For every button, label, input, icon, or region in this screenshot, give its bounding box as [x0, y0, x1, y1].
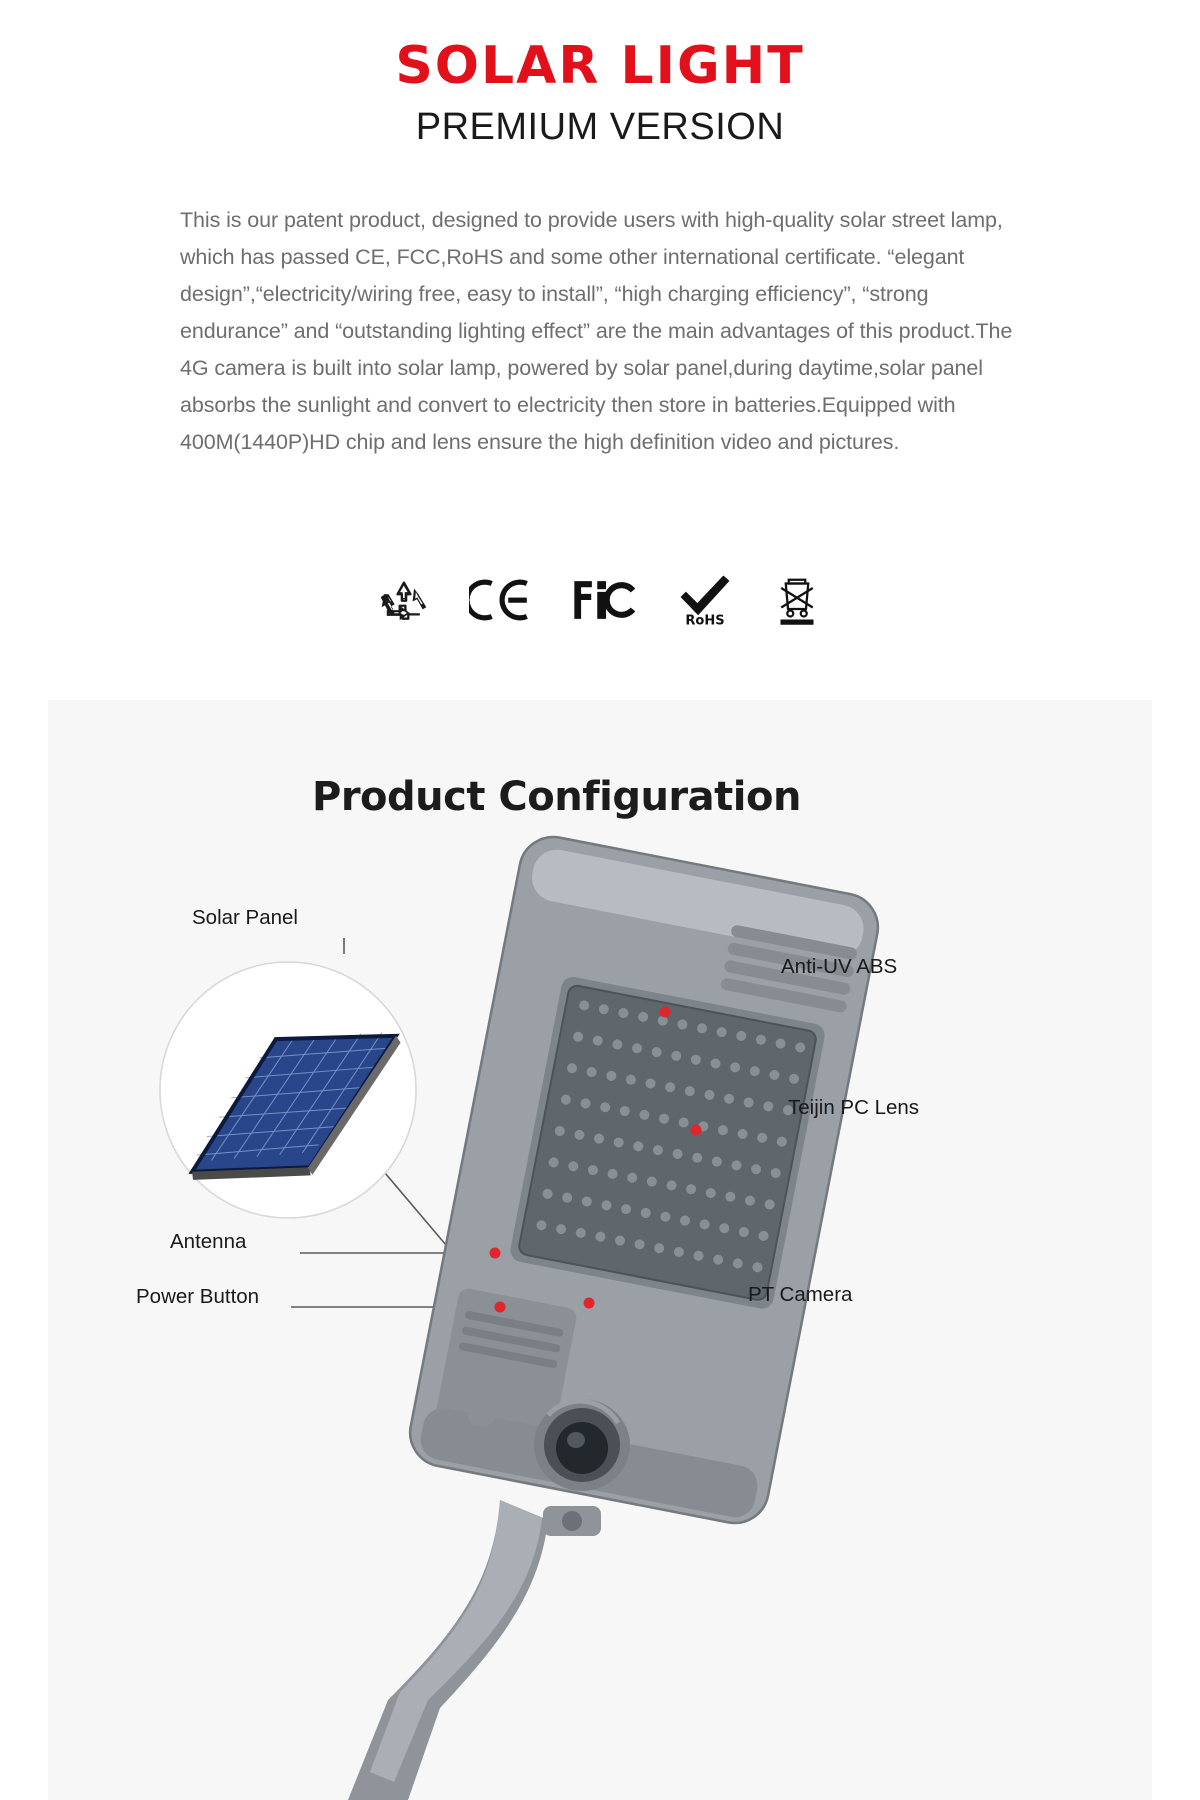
fcc-mark-icon	[573, 578, 635, 622]
callout-pt-camera: PT Camera	[748, 1283, 853, 1306]
marker-anti-uv-abs	[660, 1007, 671, 1018]
section-title: Product Configuration	[312, 774, 801, 820]
page-title: SOLAR LIGHT	[395, 36, 805, 96]
power-button-part	[543, 1506, 601, 1536]
description-section	[180, 202, 1020, 461]
marker-power-button	[495, 1302, 506, 1313]
description-paragraph: This is our patent product, designed to provide users with high-quality solar street lamp, which has passed CE, FCC,RoHS and some other international certificate. “elegant design”,“electricity/wiring free, easy to install”, “high charging efficiency”, “strong endurance” and “outstanding lighting effect” are the main advantages of this product.The 4G camera is built into solar lamp, powered by solar panel,during daytime,solar panel absorbs the sunlight and convert to electricity then store in batteries.Equipped with 400M(1440P)HD chip and lens ensure the high definition video and pictures.	[180, 208, 1013, 454]
rohs-mark-icon	[677, 574, 733, 626]
certification-badges	[0, 573, 1200, 627]
hero-section	[0, 0, 1200, 146]
pt-camera	[534, 1399, 630, 1491]
callout-solar-panel: Solar Panel	[192, 906, 298, 929]
page-subtitle: PREMIUM VERSION	[415, 106, 785, 148]
product-configuration-section	[48, 700, 1152, 1800]
callout-anti-uv-abs: Anti-UV ABS	[781, 955, 898, 978]
marker-pt-camera	[584, 1298, 595, 1309]
callout-antenna: Antenna	[170, 1230, 247, 1253]
svg-text:RoHS: RoHS	[685, 613, 725, 626]
marker-antenna	[490, 1248, 501, 1259]
weee-bin-icon	[775, 573, 819, 627]
callout-teijin-pc-lens: Teijin PC Lens	[788, 1096, 920, 1119]
antenna-part	[468, 1372, 494, 1426]
recycle-icon	[381, 577, 427, 623]
ce-mark-icon	[469, 578, 531, 622]
marker-teijin-pc-lens	[691, 1125, 702, 1136]
callout-power-button: Power Button	[136, 1285, 260, 1308]
